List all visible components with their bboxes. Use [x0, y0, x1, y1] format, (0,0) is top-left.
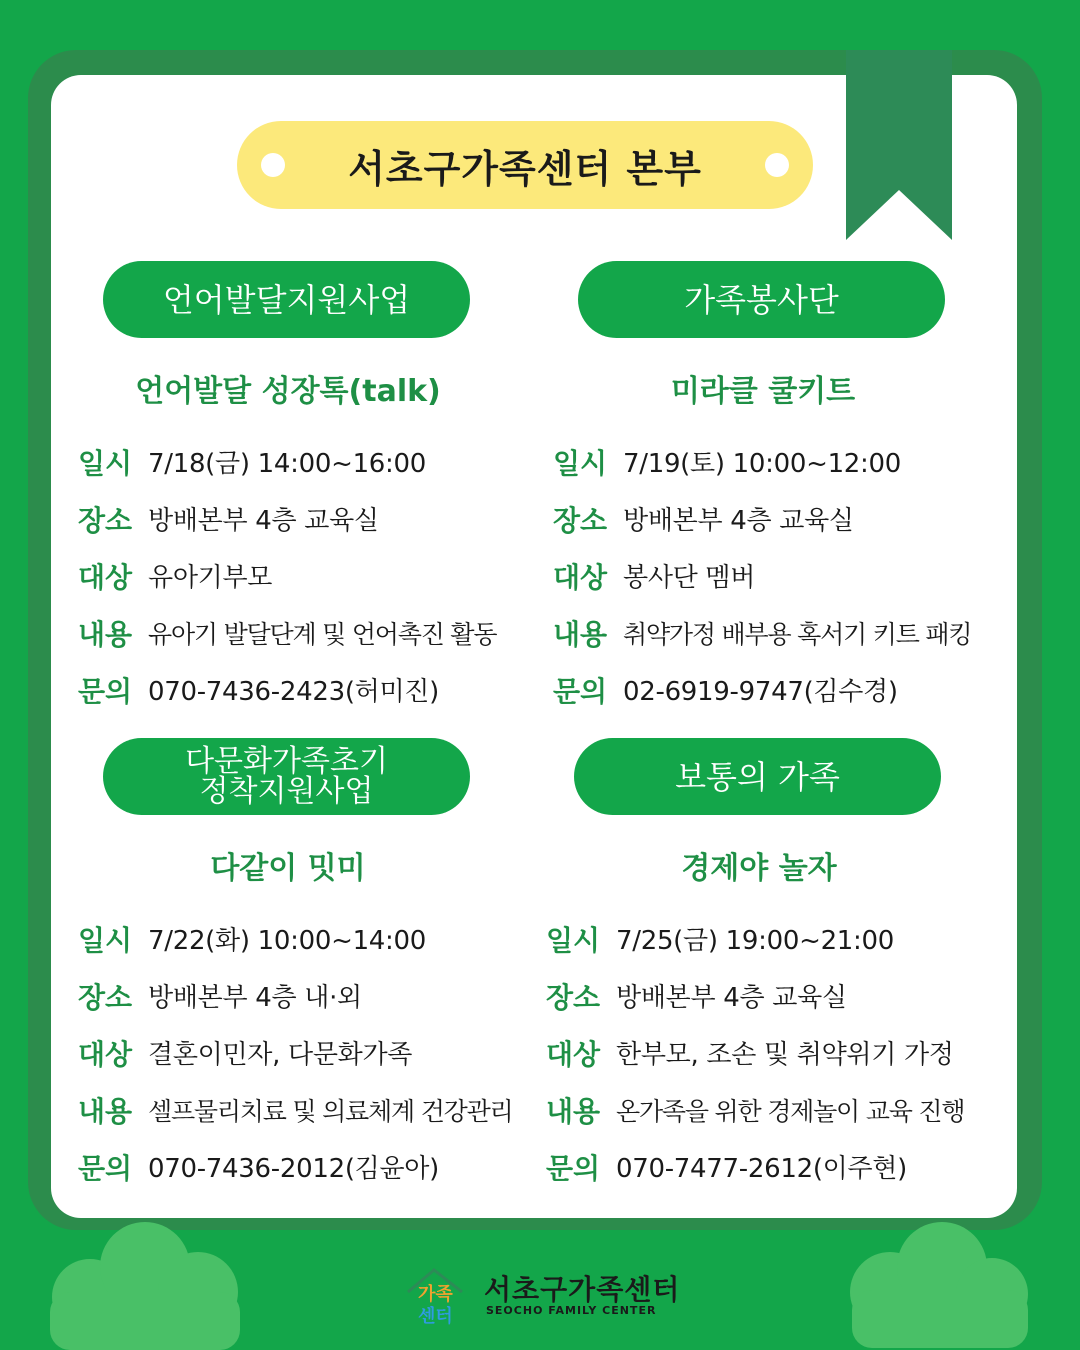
program-line-2: 정착지원사업 — [199, 773, 374, 809]
row-label: 문의 — [546, 1151, 601, 1185]
row-label: 내용 — [553, 617, 608, 651]
title-banner — [237, 121, 813, 209]
info-row-place — [78, 967, 548, 1024]
bush-right-icon — [850, 1222, 1030, 1350]
info-row-place — [78, 490, 548, 547]
page-title: 서초구가족센터 본부 — [348, 146, 702, 191]
logo-mark-top: 가족 — [418, 1284, 453, 1305]
program-pill: 보통의 가족 — [574, 738, 941, 815]
banner-dot-right — [765, 153, 789, 177]
center-logo — [404, 1262, 684, 1332]
row-label: 내용 — [546, 1094, 601, 1128]
row-label: 내용 — [78, 1094, 133, 1128]
program-line-1: 다문화가족초기 — [185, 743, 388, 779]
event-title: 언어발달 성장톡(talk) — [135, 374, 441, 409]
row-value: 070-7436-2012(김윤아) — [148, 1154, 439, 1184]
info-row-content — [546, 1081, 1016, 1138]
row-value: 취약가정 배부용 혹서기 키트 패킹 — [623, 619, 972, 649]
program-pill — [103, 738, 470, 815]
row-label: 문의 — [78, 1151, 133, 1185]
info-row-content — [553, 604, 1023, 661]
info-row-date — [78, 433, 548, 490]
row-value: 7/22(화) 10:00~14:00 — [148, 926, 426, 956]
info-row-place — [553, 490, 1023, 547]
row-value: 봉사단 멤버 — [623, 563, 756, 593]
info-row-content — [78, 604, 548, 661]
row-value: 유아기부모 — [148, 563, 273, 593]
row-label: 일시 — [78, 446, 133, 480]
info-row-contact — [546, 1138, 1016, 1195]
row-label: 내용 — [78, 617, 133, 651]
row-label: 대상 — [546, 1037, 601, 1071]
center-name: 서초구가족센터 — [484, 1273, 681, 1306]
row-label: 대상 — [553, 560, 608, 594]
row-label: 일시 — [78, 923, 133, 957]
info-row-target — [546, 1024, 1016, 1081]
row-value: 셀프물리치료 및 의료체계 건강관리 — [148, 1096, 513, 1126]
row-value: 7/18(금) 14:00~16:00 — [148, 449, 426, 479]
info-row-contact — [78, 1138, 548, 1195]
info-row-date — [78, 910, 548, 967]
row-value: 방배본부 4층 내·외 — [148, 983, 362, 1013]
row-value: 결혼이민자, 다문화가족 — [148, 1040, 413, 1070]
info-list — [546, 910, 1016, 1195]
row-label: 문의 — [78, 674, 133, 708]
info-list — [78, 433, 548, 718]
row-label: 대상 — [78, 1037, 133, 1071]
row-value: 070-7436-2423(허미진) — [148, 677, 439, 707]
program-pill: 언어발달지원사업 — [103, 261, 470, 338]
info-row-place — [546, 967, 1016, 1024]
info-row-date — [553, 433, 1023, 490]
info-row-content — [78, 1081, 548, 1138]
row-value: 7/25(금) 19:00~21:00 — [616, 926, 894, 956]
info-row-target — [78, 1024, 548, 1081]
event-title: 미라클 쿨키트 — [670, 374, 856, 409]
row-value: 070-7477-2612(이주현) — [616, 1154, 907, 1184]
event-title: 경제야 놀자 — [681, 851, 837, 886]
banner-dot-left — [261, 153, 285, 177]
row-label: 장소 — [78, 980, 133, 1014]
bush-left-icon — [50, 1222, 240, 1350]
row-value: 방배본부 4층 교육실 — [616, 983, 847, 1013]
info-row-contact — [553, 661, 1023, 718]
row-label: 장소 — [78, 503, 133, 537]
info-row-target — [78, 547, 548, 604]
row-value: 02-6919-9747(김수경) — [623, 677, 898, 707]
center-name-en: SEOCHO FAMILY CENTER — [486, 1304, 657, 1317]
row-value: 한부모, 조손 및 취약위기 가정 — [616, 1040, 954, 1070]
info-list — [553, 433, 1023, 718]
bookmark-ribbon-icon — [846, 50, 952, 240]
event-title: 다같이 밋미 — [210, 851, 366, 886]
row-value: 유아기 발달단계 및 언어촉진 활동 — [148, 619, 497, 649]
row-label: 일시 — [553, 446, 608, 480]
logo-mark-bottom: 센터 — [418, 1306, 453, 1327]
info-row-contact — [78, 661, 548, 718]
info-row-date — [546, 910, 1016, 967]
info-row-target — [553, 547, 1023, 604]
row-value: 방배본부 4층 교육실 — [623, 506, 854, 536]
family-house-icon — [404, 1266, 468, 1328]
info-list — [78, 910, 548, 1195]
row-label: 일시 — [546, 923, 601, 957]
row-label: 장소 — [546, 980, 601, 1014]
program-pill: 가족봉사단 — [578, 261, 945, 338]
row-label: 장소 — [553, 503, 608, 537]
row-label: 대상 — [78, 560, 133, 594]
row-value: 온가족을 위한 경제놀이 교육 진행 — [616, 1096, 965, 1126]
row-value: 방배본부 4층 교육실 — [148, 506, 379, 536]
row-value: 7/19(토) 10:00~12:00 — [623, 449, 901, 479]
row-label: 문의 — [553, 674, 608, 708]
